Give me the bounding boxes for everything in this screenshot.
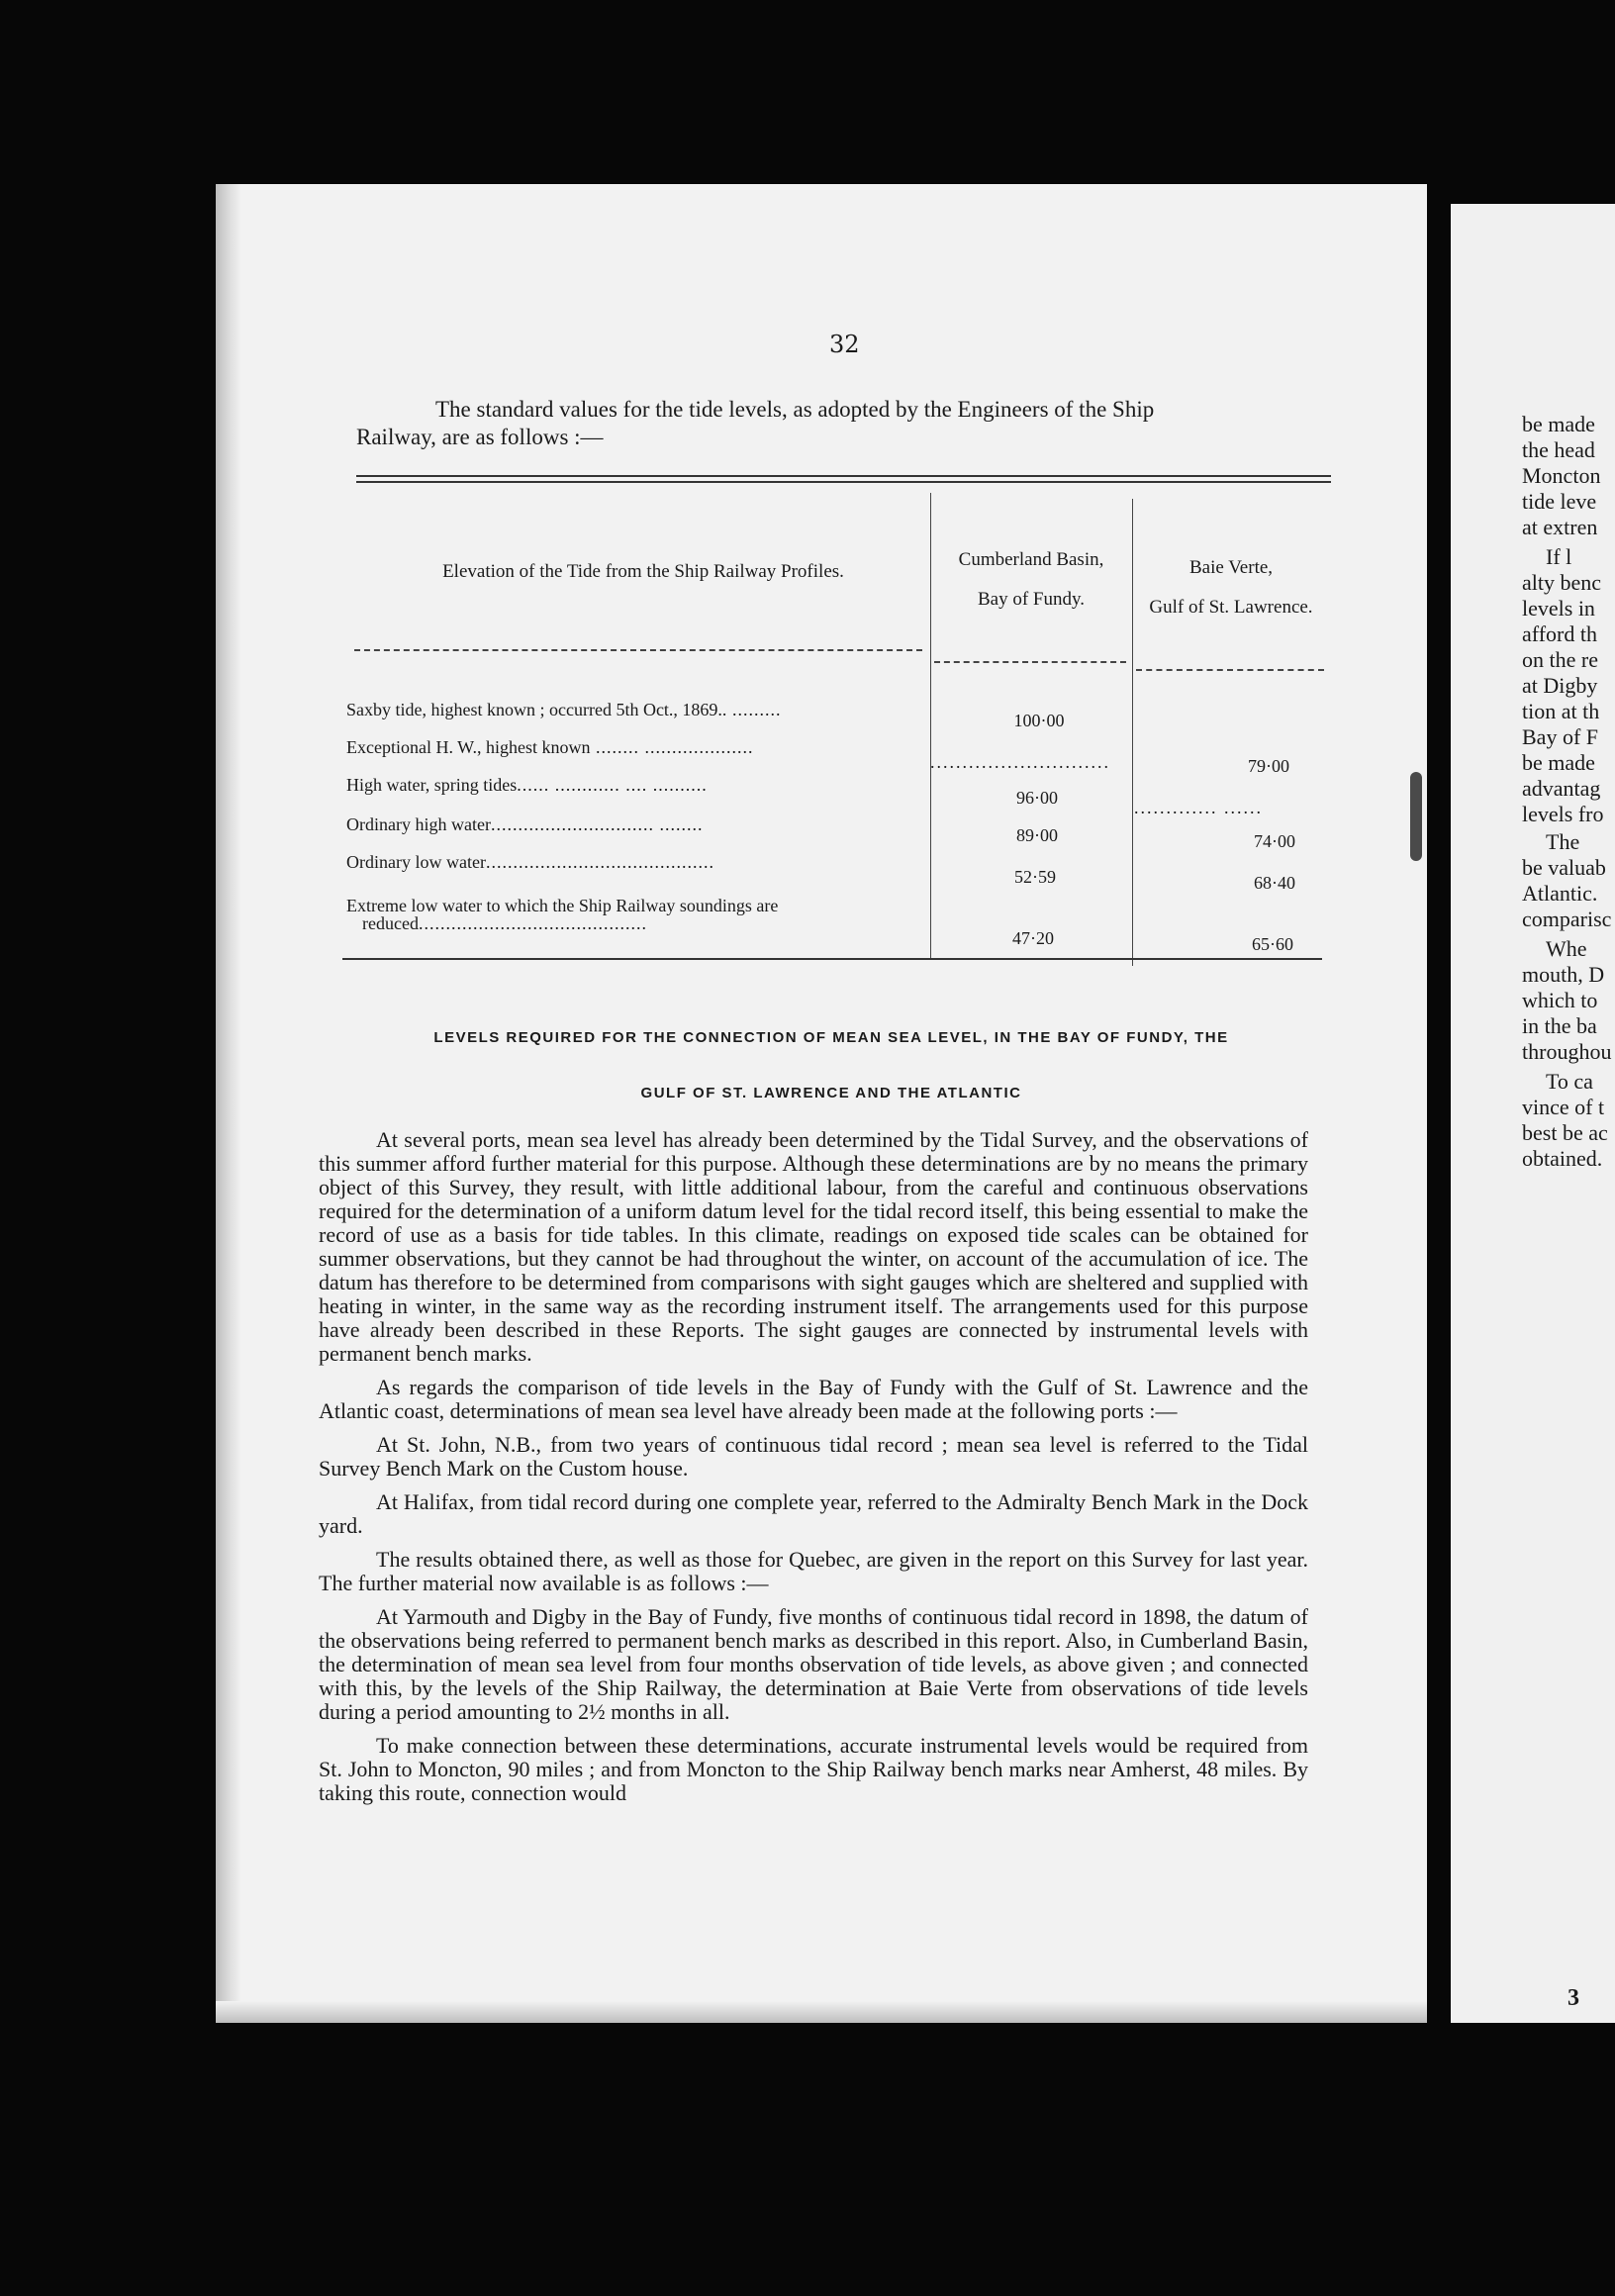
table-top-rule-2 <box>356 481 1331 483</box>
paragraph: At several ports, mean sea level has already been determined by the Tidal Survey, and the observations of this summer afford further material for this purpose. Although these determinations are by no means the primary object of this Survey, they result, with little additional labour, from the careful and continuous observations required for the determination of a uniform datum level for the tidal record itself, this being essential to make the record of use as a basis for tide tables. In this climate, readings on exposed tide scales can be obtained for summer observations, but they cannot be had throughout the winter, on account of the accumulation of ice. The datum has therefore to be determined from comparisons with sight gauges which are sheltered and supplied with heating in winter, in the same way as the recording instrument itself. The arrangements used for this purpose have already been described in these Reports. The sight gauges are connected by instrumental levels with permanent bench marks. <box>319 1127 1308 1366</box>
binding-mark <box>1410 772 1422 861</box>
adjacent-page-line: tide leve <box>1522 489 1597 514</box>
paragraph: As regards the comparison of tide levels in the Bay of Fundy with the Gulf of St. Lawrence and the Atlantic coast, determinations of mean sea level have already been made at the following ports :— <box>319 1375 1308 1423</box>
adjacent-page-line: at extren <box>1522 515 1598 539</box>
adjacent-page-line: levels fro <box>1522 802 1604 826</box>
adjacent-page-line: vince of t <box>1522 1095 1605 1119</box>
page-number: 32 <box>829 331 860 358</box>
adjacent-page-line: which to <box>1522 988 1598 1012</box>
intro-line-2: Railway, are as follows :— <box>356 425 604 449</box>
paragraph: At St. John, N.B., from two years of continuous tidal record ; mean sea level is referred to the Tidal Survey Bench Mark on the Custom house. <box>319 1432 1308 1481</box>
table-cell-cumberland: 96·00 <box>1016 788 1058 808</box>
paragraph: At Yarmouth and Digby in the Bay of Fundy, five months of continuous tidal record in 1898, the datum of the observations being referred to permanent bench marks as described in this report. Also, in Cumberland Basin, the determination of mean sea level from four months observation of tide levels, as above given ; and connected with this, by the levels of the Ship Railway, the determination at Baie Verte from observations of tide levels during a period amounting to 2½ months in all. <box>319 1604 1308 1724</box>
adjacent-page-line: advantag <box>1522 776 1601 801</box>
adjacent-page-line: in the ba <box>1522 1013 1597 1038</box>
table-cell-cumberland: 47·20 <box>1012 928 1054 948</box>
body-text <box>319 1128 1308 1815</box>
adjacent-page-line: Atlantic. <box>1522 881 1598 906</box>
adjacent-page-number: 3 <box>1568 1985 1579 2011</box>
intro-line-1: The standard values for the tide levels, as adopted by the Engineers of the Ship <box>435 397 1155 422</box>
adjacent-page-line: levels in <box>1522 596 1595 621</box>
adjacent-page-line: be made <box>1522 750 1595 775</box>
adjacent-page-line: mouth, D <box>1522 962 1605 987</box>
adjacent-page-line: obtained. <box>1522 1146 1603 1171</box>
adjacent-page-line: If l <box>1546 544 1572 569</box>
table-cell-baie: 79·00 <box>1248 756 1289 776</box>
table-row-label: Exceptional H. W., highest known ........ .................... <box>346 737 754 757</box>
paragraph: The results obtained there, as well as those for Quebec, are given in the report on this Survey for last year. The further material now available is as follows :— <box>319 1547 1308 1595</box>
adjacent-page-line: throughou <box>1522 1039 1612 1064</box>
table-row-label-cont: reduced.......................................... <box>362 913 647 933</box>
header-baie-2: Gulf of St. Lawrence. <box>1149 597 1313 618</box>
header-baie-1: Baie Verte, <box>1188 557 1274 578</box>
table-bottom-rule <box>342 958 1322 960</box>
page-bottom-edge <box>216 2001 1427 2023</box>
adjacent-page-line: be valuab <box>1522 855 1606 880</box>
table-column-divider-2 <box>1132 499 1133 966</box>
adjacent-page-line: To ca <box>1546 1069 1593 1094</box>
adjacent-page-line: Whe <box>1546 936 1587 961</box>
dot-leader: ............. ...... <box>1134 798 1263 817</box>
table-column-divider-1 <box>930 493 931 958</box>
section-subheading: GULF OF ST. LAWRENCE AND THE ATLANTIC <box>640 1085 1022 1101</box>
header-cumberland-1: Cumberland Basin, <box>958 549 1104 570</box>
table-row-label: High water, spring tides...... ............ .... .......... <box>346 775 708 795</box>
table-cell-baie: 74·00 <box>1254 831 1295 851</box>
header-elevation: Elevation of the Tide from the Ship Railway Profiles. <box>442 561 844 582</box>
adjacent-page-line: on the re <box>1522 647 1598 672</box>
adjacent-page-line: be made <box>1522 412 1595 436</box>
table-top-rule <box>356 475 1331 477</box>
intro-text <box>356 396 1336 451</box>
dot-leader: ............................ <box>930 752 1110 772</box>
table-row-label: Saxby tide, highest known ; occurred 5th Oct., 1869.. ......... <box>346 700 782 719</box>
adjacent-page-line: alty benc <box>1522 570 1602 595</box>
header-dash-2 <box>934 661 1126 663</box>
header-dash-1 <box>354 649 922 651</box>
table-cell-cumberland: 52·59 <box>1014 867 1056 887</box>
table-cell-baie: 65·60 <box>1252 934 1293 954</box>
adjacent-page-line: Moncton <box>1522 463 1601 488</box>
adjacent-page-line: tion at th <box>1522 699 1600 723</box>
table-cell-cumberland: 89·00 <box>1016 825 1058 845</box>
table-row-label: Ordinary high water.............................. ........ <box>346 814 704 834</box>
section-heading: LEVELS REQUIRED FOR THE CONNECTION OF MEAN SEA LEVEL, IN THE BAY OF FUNDY, THE <box>433 1029 1229 1046</box>
page-left-edge <box>216 184 241 2023</box>
paragraph: At Halifax, from tidal record during one complete year, referred to the Admiralty Bench Mark in the Dock yard. <box>319 1489 1308 1538</box>
adjacent-page <box>1451 204 1615 2023</box>
adjacent-page-line: Bay of F <box>1522 724 1598 749</box>
header-cumberland-2: Bay of Fundy. <box>977 589 1086 610</box>
table-cell-baie: 68·40 <box>1254 873 1295 893</box>
table-row-label: Ordinary low water.......................................... <box>346 852 714 872</box>
table-row-label: Extreme low water to which the Ship Railway soundings are <box>346 896 779 915</box>
adjacent-page-line: at Digby <box>1522 673 1598 698</box>
header-dash-3 <box>1136 669 1324 671</box>
adjacent-page-line: afford th <box>1522 622 1597 646</box>
adjacent-page-line: comparisc <box>1522 907 1612 931</box>
adjacent-page-line: The <box>1546 829 1580 854</box>
adjacent-page-line: the head <box>1522 437 1595 462</box>
table-cell-cumberland: 100·00 <box>1013 711 1065 730</box>
paragraph: To make connection between these determinations, accurate instrumental levels would be required from St. John to Moncton, 90 miles ; and from Moncton to the Ship Railway bench marks near Amherst, 48 miles. By taking this route, connection would <box>319 1733 1308 1805</box>
adjacent-page-line: best be ac <box>1522 1120 1608 1145</box>
